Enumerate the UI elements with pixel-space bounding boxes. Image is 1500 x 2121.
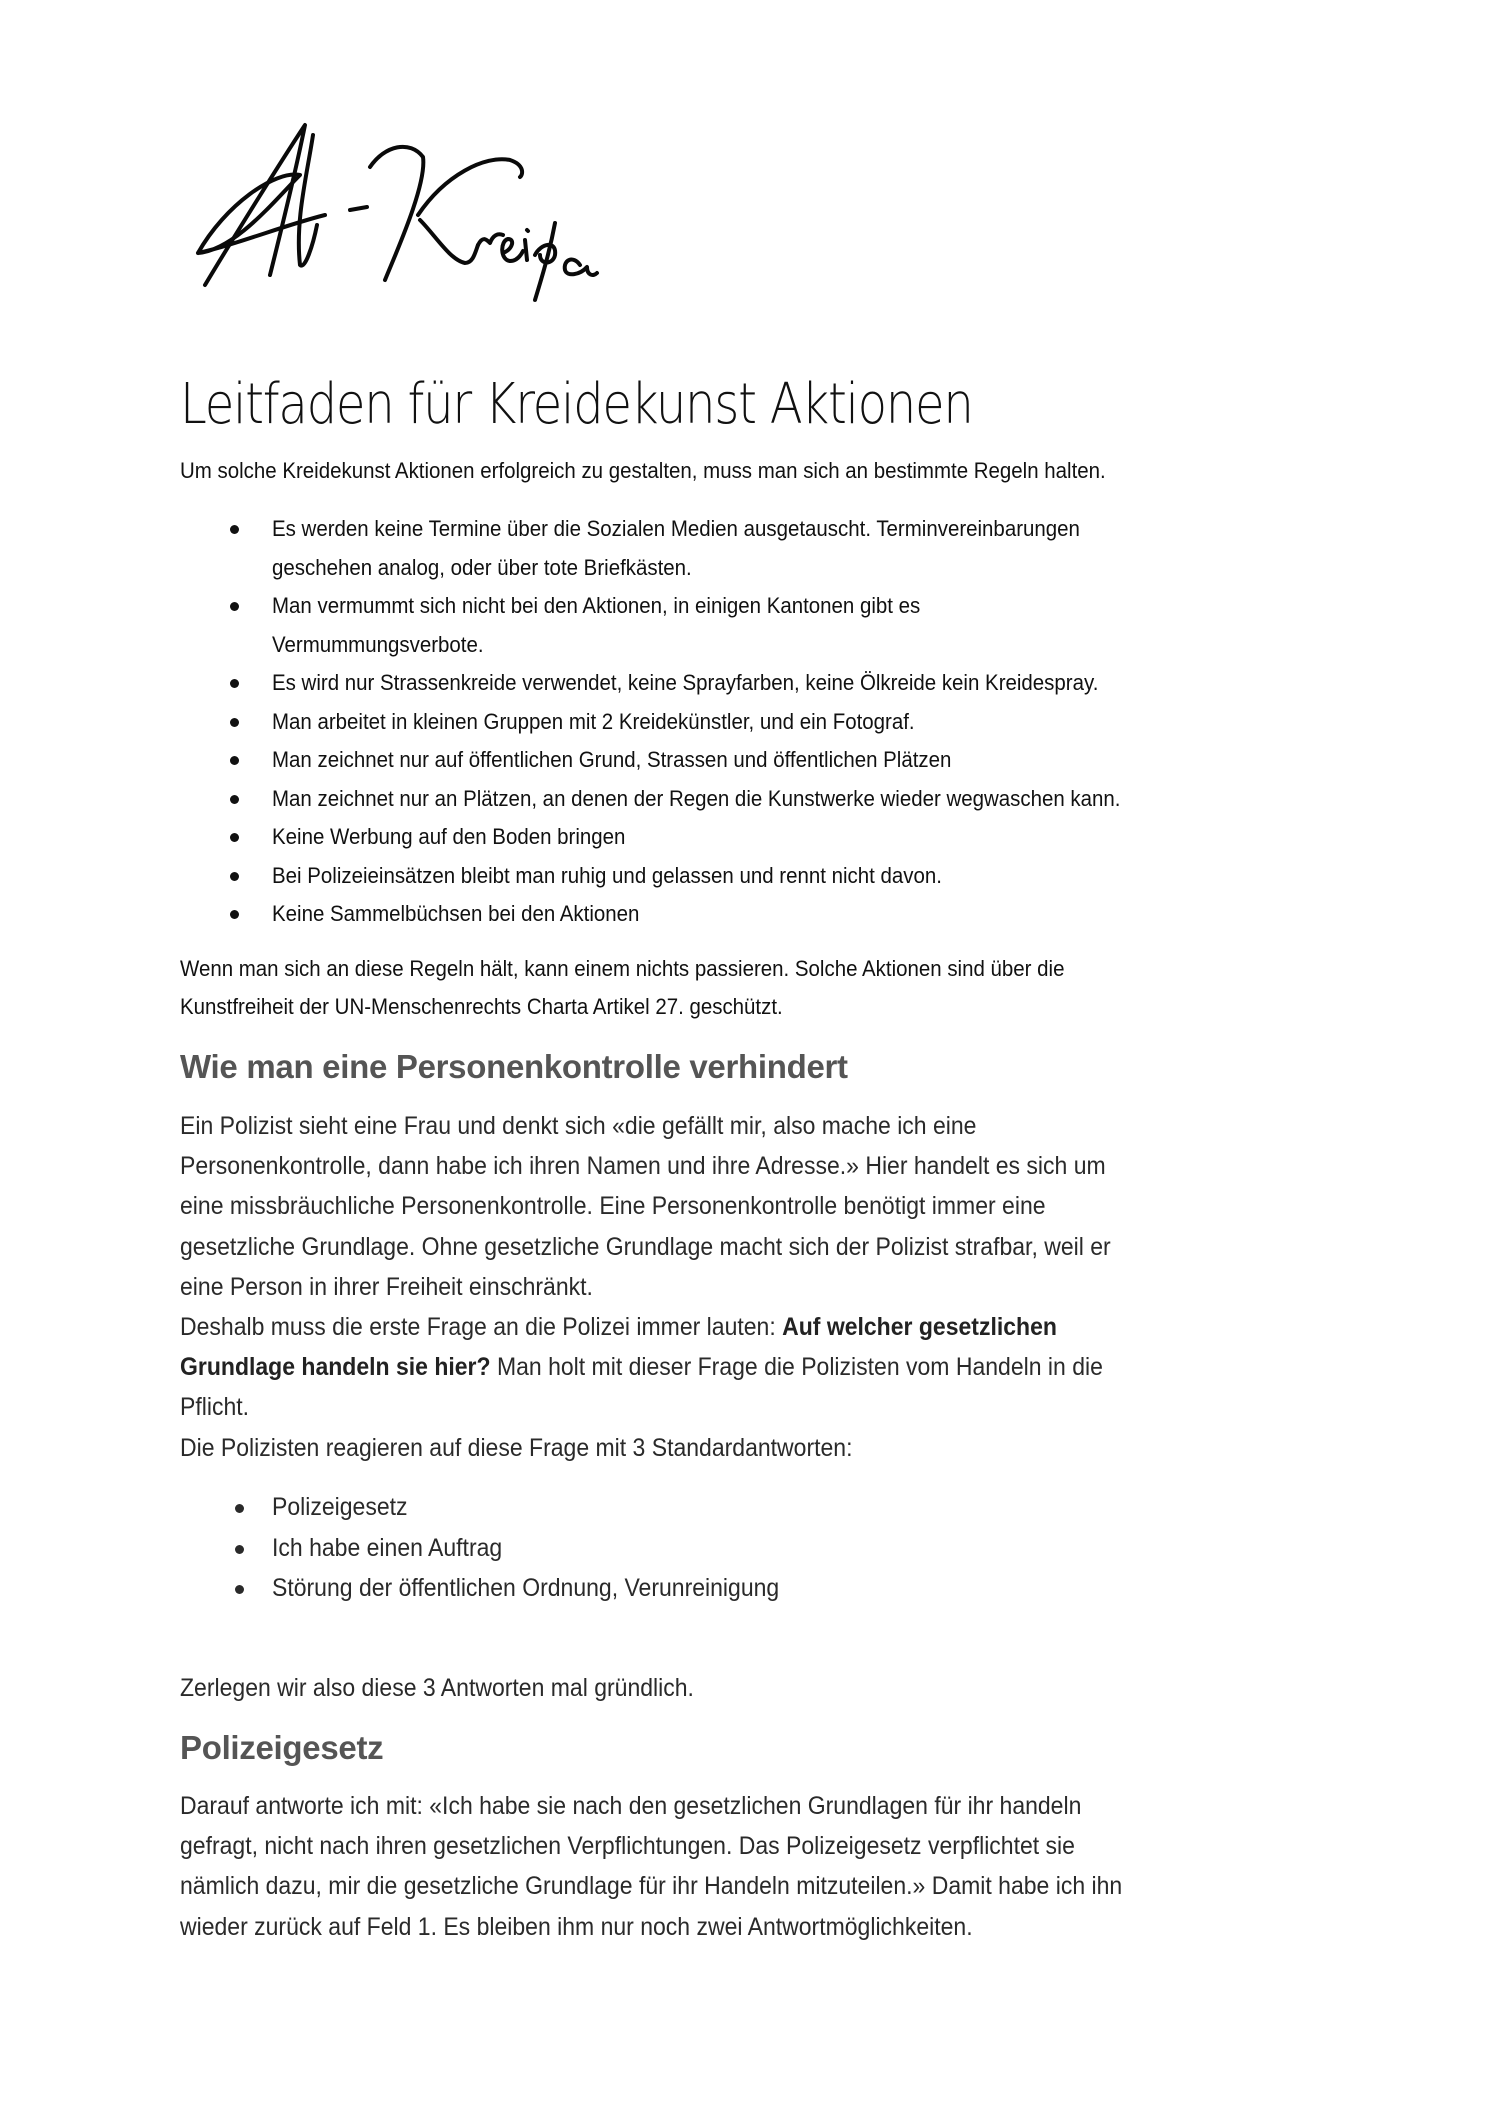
bullet-icon (230, 872, 239, 881)
bullet-icon (230, 756, 239, 765)
logo-signature (195, 115, 625, 315)
bullet-icon (230, 602, 239, 611)
bullet-icon (230, 718, 239, 727)
signature-logo-icon (195, 115, 625, 315)
closing-paragraph: Wenn man sich an diese Regeln hält, kann einem nichts passieren. Solche Aktionen sind über die Kunstfreiheit der UN-Menschenrechts Charta Artikel 27. geschützt. (180, 956, 1065, 1019)
list-item: Störung der öffentlichen Ordnung, Verunreinigung (180, 1568, 823, 1609)
list-item: Man zeichnet nur an Plätzen, an denen der Regen die Kunstwerke wieder wegwaschen kann. (180, 780, 1340, 819)
bold-question: Grundlage handeln sie hier? (180, 1353, 491, 1382)
paragraph-erste-frage: Deshalb muss die erste Frage an die Polizei immer lauten: Auf welcher gesetzlichen Grundlage handeln sie hier? Man holt mit dieser Frage die Polizisten vom Handeln in die Pflicht. Die Polizisten reagieren auf diese Frage mit 3 Standardantworten: (180, 1313, 1103, 1462)
list-item: Es werden keine Termine über die Sozialen Medien ausgetauscht. Terminvereinbarungen geschehen analog, oder über tote Briefkästen. (180, 510, 1340, 587)
bullet-icon (230, 910, 239, 919)
bullet-icon (235, 1585, 244, 1594)
list-item: Es wird nur Strassenkreide verwendet, keine Sprayfarben, keine Ölkreide kein Kreidespray. (180, 664, 1340, 703)
bold-question: Auf welcher gesetzlichen (782, 1313, 1057, 1341)
bullet-icon (235, 1504, 244, 1513)
standard-answers-list (180, 1487, 823, 1609)
section-heading-polizeigesetz: Polizeigesetz (180, 1729, 384, 1766)
transition-text: Zerlegen wir also diese 3 Antworten mal gründlich. (180, 1674, 694, 1702)
bullet-icon (230, 833, 239, 842)
paragraph-personenkontrolle: Ein Polizist sieht eine Frau und denkt sich «die gefällt mir, also mache ich eine Personenkontrolle, dann habe ich ihren Namen und ihre Adresse.» Hier handelt es sich um eine missbräuchliche Personenkontrolle. Eine Personenkontrolle benötigt immer eine gesetzliche Grundlage. Ohne gesetzliche Grundlage macht sich der Polizist strafbar, weil er eine Person in ihrer Freiheit einschränkt. (180, 1112, 1111, 1301)
list-item: Keine Werbung auf den Boden bringen (180, 818, 1340, 857)
bullet-icon (235, 1545, 244, 1554)
list-item: Bei Polizeieinsätzen bleibt man ruhig und gelassen und rennt nicht davon. (180, 857, 1340, 896)
list-item: Man zeichnet nur auf öffentlichen Grund, Strassen und öffentlichen Plätzen (180, 741, 1340, 780)
bullet-icon (230, 795, 239, 804)
list-item: Man vermummt sich nicht bei den Aktionen, in einigen Kantonen gibt es Vermummungsverbote. (180, 587, 1340, 664)
intro-text: Um solche Kreidekunst Aktionen erfolgreich zu gestalten, muss man sich an bestimmte Regeln halten. (180, 458, 1106, 483)
list-item: Man arbeitet in kleinen Gruppen mit 2 Kreidekünstler, und ein Fotograf. (180, 703, 1340, 742)
bullet-icon (230, 679, 239, 688)
rules-list (180, 510, 1340, 934)
page-title: Leitfaden für Kreidekunst Aktionen (180, 372, 973, 437)
list-item: Ich habe einen Auftrag (180, 1528, 823, 1569)
section-heading-personenkontrolle: Wie man eine Personenkontrolle verhindert (180, 1048, 848, 1085)
bullet-icon (230, 525, 239, 534)
list-item: Polizeigesetz (180, 1487, 823, 1528)
paragraph-polizeigesetz: Darauf antworte ich mit: «Ich habe sie nach den gesetzlichen Grundlagen für ihr handeln gefragt, nicht nach ihren gesetzlichen Verpflichtungen. Das Polizeigesetz verpflichtet sie nämlich dazu, mir die gesetzliche Grundlage für ihr Handeln mitzuteilen.» Damit habe ich ihn wieder zurück auf Feld 1. Es bleiben ihm nur noch zwei Antwortmöglichkeiten. (180, 1792, 1123, 1941)
list-item: Keine Sammelbüchsen bei den Aktionen (180, 895, 1340, 934)
